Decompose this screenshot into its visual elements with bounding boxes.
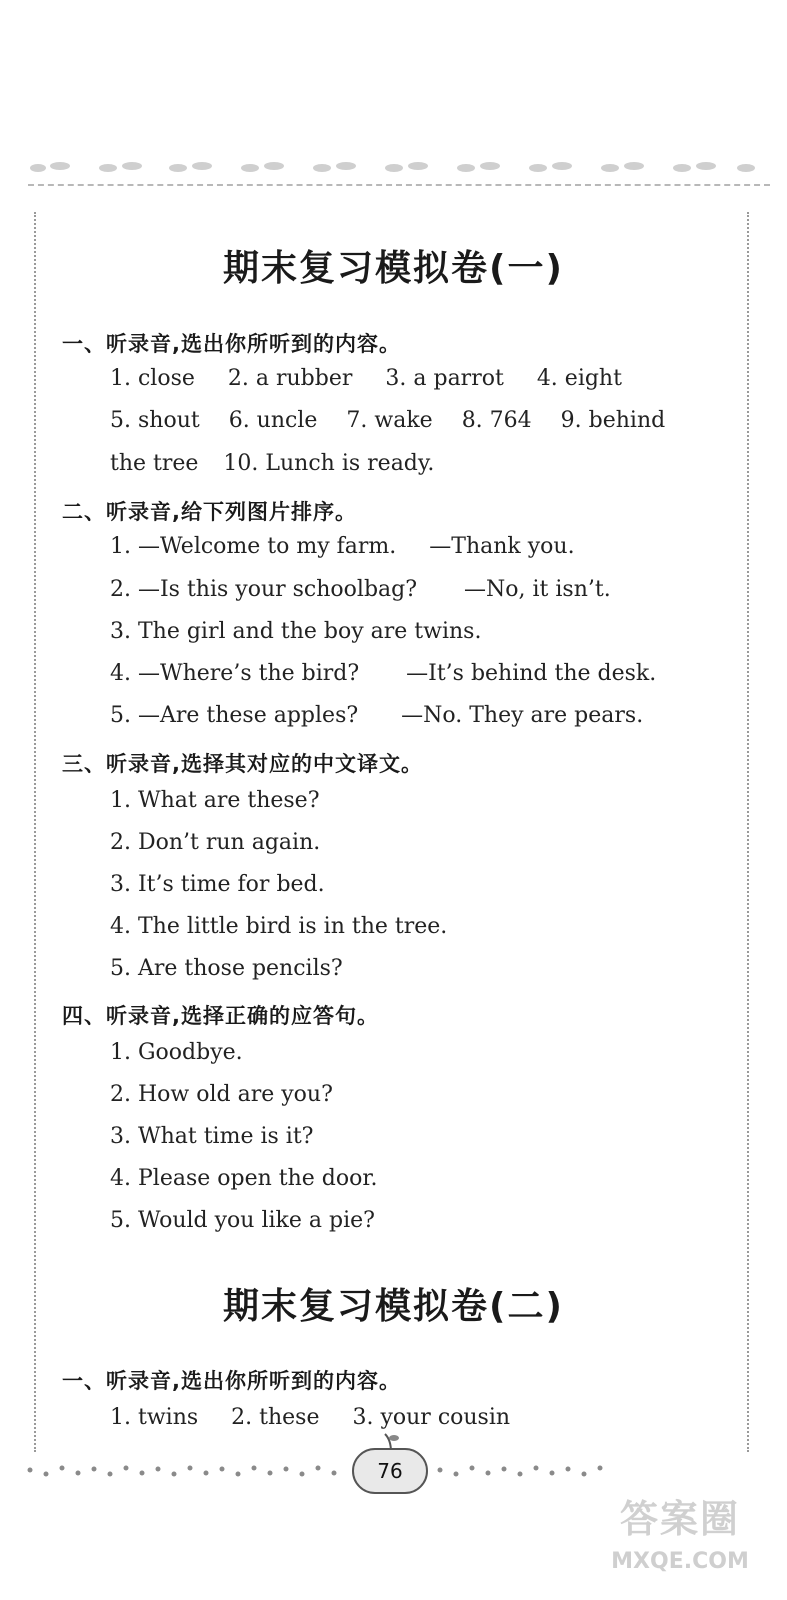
answer-line: 5. Are those pencils? [110,956,343,981]
answer-item: 2. —Is this your schoolbag? [110,577,418,602]
section-heading: 二、听录音,给下列图片排序。 [62,500,357,524]
answer-item: 3. a parrot [385,366,504,391]
answer-item: —No, it isn’t. [464,577,611,602]
answer-line [110,366,622,391]
answer-line: 2. Don’t run again. [110,830,321,855]
answer-item: 1. twins [110,1405,199,1430]
answer-item: 6. uncle [228,408,318,433]
answer-line [110,577,611,602]
exam2-title: 期末复习模拟卷(二) [223,1286,564,1327]
top-dashed-rule [28,184,770,186]
section-heading: 三、听录音,选择其对应的中文译文。 [62,752,423,776]
answer-item: —No. They are pears. [401,703,644,728]
answer-item: 4. eight [536,366,622,391]
watermark-logo [590,1488,770,1598]
answer-line [110,451,434,476]
watermark-url: MXQE.COM [611,1549,749,1574]
answer-item: 4. —Where’s the bird? [110,661,360,686]
answer-item: 3. The girl and the boy are twins. [110,619,482,644]
page-number-badge [352,1448,428,1494]
answer-item: —It’s behind the desk. [406,661,657,686]
section-heading: 四、听录音,选择正确的应答句。 [62,1004,379,1028]
answer-item: 3. your cousin [352,1405,511,1430]
answer-line: 2. How old are you? [110,1082,333,1107]
answer-item: 10. Lunch is ready. [223,451,435,476]
answer-line: 5. Would you like a pie? [110,1208,375,1233]
answer-line: 4. The little bird is in the tree. [110,914,448,939]
answer-item: 2. these [231,1405,320,1430]
answer-item: —Thank you. [429,534,575,559]
left-dotted-margin [34,212,36,1452]
watermark-text: 答案圈 [619,1497,740,1541]
decorative-top-border [28,158,770,178]
exam1-title: 期末复习模拟卷(一) [223,248,564,289]
answer-line: 1. What are these? [110,788,320,813]
answer-item: the tree [110,451,199,476]
section-heading: 一、听录音,选出你所听到的内容。 [62,332,401,356]
answer-item: 7. wake [346,408,433,433]
answer-item: 2. a rubber [227,366,353,391]
answer-line: 1. Goodbye. [110,1040,243,1065]
answer-line [110,1405,510,1430]
answer-line [110,703,643,728]
answer-line: 3. It’s time for bed. [110,872,325,897]
answer-item: 5. shout [110,408,200,433]
page-number: 76 [377,1459,403,1483]
answer-item: 9. behind [560,408,666,433]
right-dotted-margin [747,212,749,1452]
answer-item: 1. close [110,366,195,391]
answer-line [110,534,575,559]
answer-line: 4. Please open the door. [110,1166,378,1191]
section-heading: 一、听录音,选出你所听到的内容。 [62,1369,401,1393]
answer-line [110,661,656,686]
answer-item: 5. —Are these apples? [110,703,359,728]
answer-item: 1. —Welcome to my farm. [110,534,397,559]
answer-line [110,619,481,644]
answer-line: 3. What time is it? [110,1124,314,1149]
answer-item: 8. 764 [461,408,532,433]
answer-line [110,408,665,433]
